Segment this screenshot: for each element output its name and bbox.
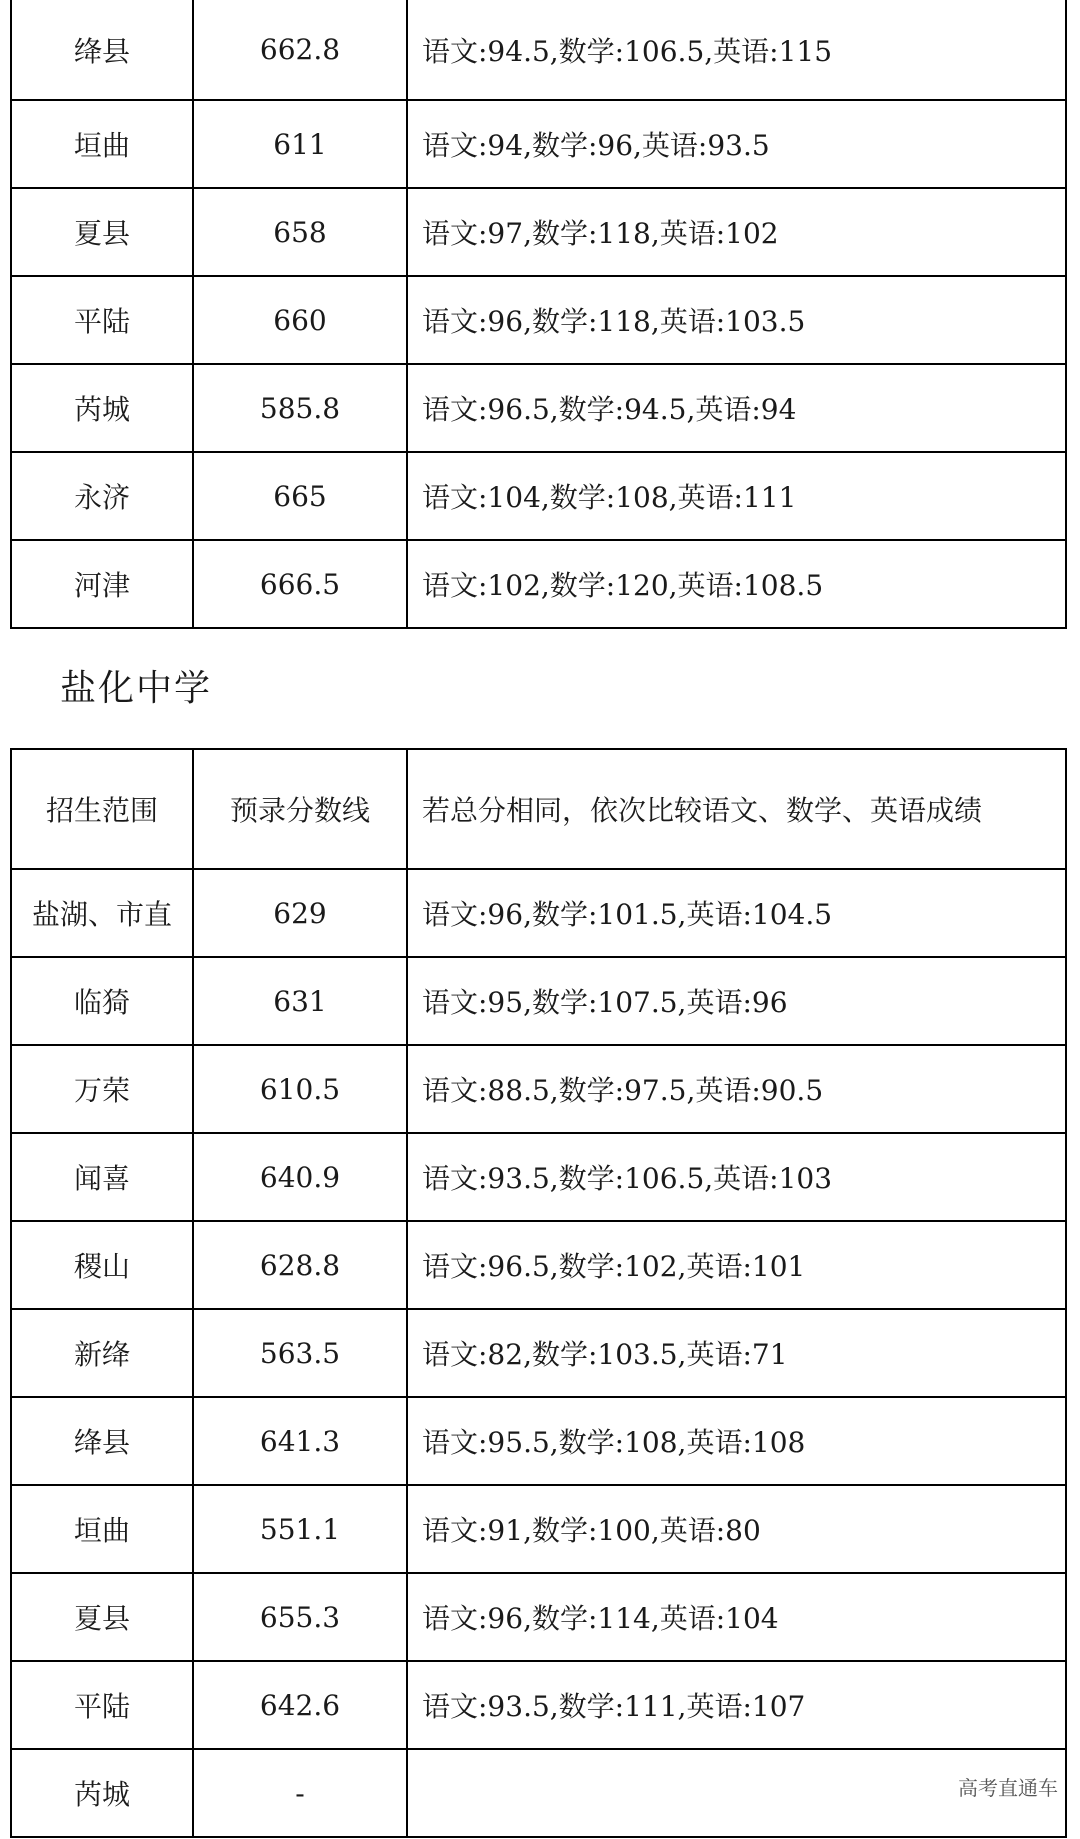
table-row [11,957,1066,1045]
table-row [11,364,1066,452]
region-cell: 芮城 [11,364,193,452]
subjects-cell: 语文:93.5,数学:111,英语:107 [407,1661,1066,1749]
header-score: 预录分数线 [193,749,407,869]
subjects-cell: 语文:95.5,数学:108,英语:108 [407,1397,1066,1485]
subjects-cell: 语文:93.5,数学:106.5,英语:103 [407,1133,1066,1221]
table-row [11,1045,1066,1133]
region-cell: 临猗 [11,957,193,1045]
table-row [11,869,1066,957]
section-title: 盐化中学 [60,668,213,709]
table-row [11,0,1066,100]
table-row [11,100,1066,188]
subjects-cell: 语文:96.5,数学:102,英语:101 [407,1221,1066,1309]
subjects-cell: 语文:97,数学:118,英语:102 [407,188,1066,276]
subjects-cell: 语文:96.5,数学:94.5,英语:94 [407,364,1066,452]
table-row [11,540,1066,628]
region-cell: 垣曲 [11,1485,193,1573]
score-cell: 585.8 [193,364,407,452]
subjects-cell: 语文:96,数学:118,英语:103.5 [407,276,1066,364]
top-table-body [11,0,1066,628]
region-cell: 芮城 [11,1749,193,1837]
region-cell: 夏县 [11,1573,193,1661]
region-cell: 平陆 [11,1661,193,1749]
score-cell: 642.6 [193,1661,407,1749]
score-cell: 660 [193,276,407,364]
table-row [11,1749,1066,1837]
region-cell: 万荣 [11,1045,193,1133]
table-row [11,1133,1066,1221]
subjects-cell: 语文:91,数学:100,英语:80 [407,1485,1066,1573]
score-cell: 563.5 [193,1309,407,1397]
bottom-table-body [11,749,1066,1837]
table-row [11,1485,1066,1573]
subjects-cell: 语文:102,数学:120,英语:108.5 [407,540,1066,628]
score-cell: 610.5 [193,1045,407,1133]
score-cell: 640.9 [193,1133,407,1221]
score-cell: 641.3 [193,1397,407,1485]
score-cell: - [193,1749,407,1837]
subjects-cell: 语文:94,数学:96,英语:93.5 [407,100,1066,188]
table-row [11,1221,1066,1309]
score-cell: 611 [193,100,407,188]
score-cell: 551.1 [193,1485,407,1573]
header-subjects: 若总分相同，依次比较语文、数学、英语成绩 [407,749,1066,869]
region-cell: 新绛 [11,1309,193,1397]
score-cell: 655.3 [193,1573,407,1661]
region-cell: 永济 [11,452,193,540]
score-cell: 666.5 [193,540,407,628]
table-row [11,1573,1066,1661]
region-cell: 绛县 [11,0,193,100]
subjects-cell: 语文:94.5,数学:106.5,英语:115 [407,0,1066,100]
region-cell: 稷山 [11,1221,193,1309]
region-cell: 夏县 [11,188,193,276]
table-row [11,188,1066,276]
subjects-cell: 语文:95,数学:107.5,英语:96 [407,957,1066,1045]
table-row [11,452,1066,540]
table-row [11,276,1066,364]
watermark: 高考直通车 [958,1778,1058,1800]
region-cell: 闻喜 [11,1133,193,1221]
score-table-bottom [10,748,1067,1838]
score-cell: 658 [193,188,407,276]
region-cell: 绛县 [11,1397,193,1485]
subjects-cell: 语文:104,数学:108,英语:111 [407,452,1066,540]
score-cell: 629 [193,869,407,957]
table-row [11,1309,1066,1397]
region-cell: 垣曲 [11,100,193,188]
subjects-cell: 语文:96,数学:101.5,英语:104.5 [407,869,1066,957]
score-cell: 662.8 [193,0,407,100]
header-region: 招生范围 [11,749,193,869]
score-cell: 628.8 [193,1221,407,1309]
subjects-cell: 语文:88.5,数学:97.5,英语:90.5 [407,1045,1066,1133]
table-header-row [11,749,1066,869]
table-row [11,1397,1066,1485]
region-cell: 河津 [11,540,193,628]
score-cell: 665 [193,452,407,540]
region-cell: 盐湖、市直 [11,869,193,957]
table-row [11,1661,1066,1749]
subjects-cell: 语文:82,数学:103.5,英语:71 [407,1309,1066,1397]
region-cell: 平陆 [11,276,193,364]
subjects-cell: 语文:96,数学:114,英语:104 [407,1573,1066,1661]
score-table-top [10,0,1067,629]
score-cell: 631 [193,957,407,1045]
